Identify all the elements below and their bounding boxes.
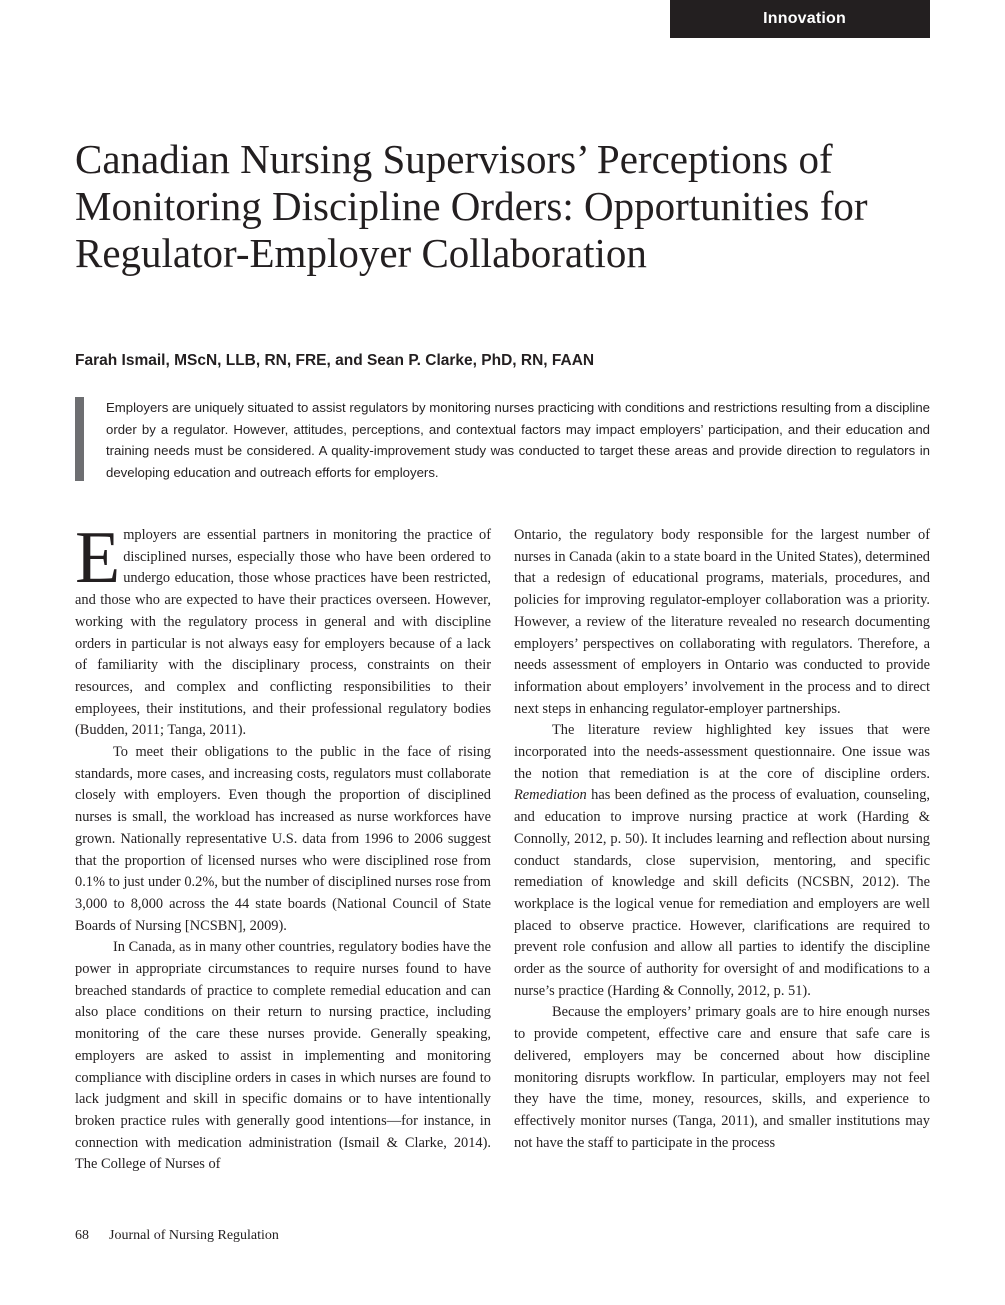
body-paragraph: Ontario, the regulatory body responsible for the largest number of nurses in Canada (akin to a state board in the United States), determined that a redesign of educational programs, materials, procedures, and policies for improving regulator-employer collaboration was a priority. However, a review of the literature revealed no research documenting employers’ perspectives on collaborating with regulators. Therefore, a needs assessment of employers in Ontario was conducted to provide information about employers’ involvement in the process and to direct next steps in enhancing regulator-employer partnerships. [514, 527, 931, 717]
paragraph-text: The literature review highlighted key issues that were incorporated into the needs-assessment questionnaire. One issue was the notion that remediation is at the core of discipline orders. [514, 722, 930, 782]
article-abstract: Employers are uniquely situated to assist regulators by monitoring nurses practicing with conditions and restrictions resulting from a discipline order by a regulator. However, attitudes, perceptions, and contextual factors may impact employers’ participation, and their education and training needs must be considered. A quality-improvement study was conducted to target these areas and provide direction to regulators in developing education and outreach efforts for employers. [106, 400, 930, 480]
paragraph-text: has been defined as the process of evaluation, counseling, and education to improve nursing practice at work (Harding & Connolly, 2012, p. 50). It includes learning and reflection about nursing conduct standards, close supervision, mentoring, and specific remediation of knowledge and skill deficits (NCSBN, 2012). The workplace is the logical venue for remediation and employers are well placed to observe practice. However, clarifications are required to prevent role confusion and allow all parties to identify the discipline order as the source of authority for oversight of and modifications to a nurse’s practice (Harding & Connolly, 2012, p. 51). [514, 787, 930, 999]
article-title: Canadian Nursing Supervisors’ Perceptions of Monitoring Discipline Orders: Opportunities for Regulator-Employer Collaboration [75, 136, 868, 276]
body-paragraph [514, 720, 930, 1002]
drop-cap: E [75, 517, 121, 599]
body-paragraph: To meet their obligations to the public in the face of rising standards, more cases, and increasing costs, regulators must collaborate closely with employers. Even though the proportion of disciplined nurses is small, the workload has increased as nurse workforces have grown. Nationally representative U.S. data from 1996 to 2006 suggest that the proportion of licensed nurses who were disciplined rose from 0.1% to just under 0.2%, but the number of disciplined nurses rose from 3,000 to 8,000 across the 44 state boards (National Council of State Boards of Nursing [NCSBN], 2009). [75, 744, 491, 934]
abstract-bar [75, 397, 84, 481]
paragraph-text: mployers are essential partners in monitoring the practice of disciplined nurses, especially those who have been ordered to undergo education, those whose practices have been restricted, and those who are expected to have their practices overseen. However, working with the regulatory process in general and with discipline orders in particular is not always easy for employers because of a lack of familiarity with the disciplinary process, constraints on their resources, and complex and conflicting responsibilities to their employees, their institutions, and their professional regulatory bodies (Budden, 2011; Tanga, 2011). [75, 527, 491, 739]
article-authors: Farah Ismail, MScN, LLB, RN, FRE, and Sean P. Clarke, PhD, RN, FAAN [75, 352, 595, 369]
body-column-right [514, 525, 930, 1154]
body-paragraph: In Canada, as in many other countries, regulatory bodies have the power in appropriate circumstances to require nurses found to have breached standards of practice to complete remedial education and can also place conditions on their return to nursing practice, including monitoring of the care these nurses provide. Generally speaking, employers are asked to assist in implementing and monitoring compliance with discipline orders in cases in which nurses are found to lack judgment and skill in specific domains or to have intentionally broken practice rules with generally good intentions—for instance, in connection with medication administration (Ismail & Clarke, 2014). The College of Nurses of [75, 939, 491, 1173]
page-number: 68 [75, 1228, 89, 1243]
section-tag: Innovation [670, 0, 930, 38]
page-footer [75, 1228, 279, 1244]
body-paragraph: Because the employers’ primary goals are to hire enough nurses to provide competent, effective care and ensure that safe care is delivered, employers may be concerned about how discipline monitoring disrupts workflow. In particular, employers may not feel they have the time, money, resources, skills, and experience to effectively monitor nurses (Tanga, 2011), and smaller institutions may not have the staff to participate in the process [514, 1004, 930, 1151]
journal-name: Journal of Nursing Regulation [109, 1228, 279, 1243]
emphasized-term: Remediation [514, 787, 587, 804]
body-paragraph [75, 517, 491, 742]
body-column-left [75, 517, 491, 1176]
